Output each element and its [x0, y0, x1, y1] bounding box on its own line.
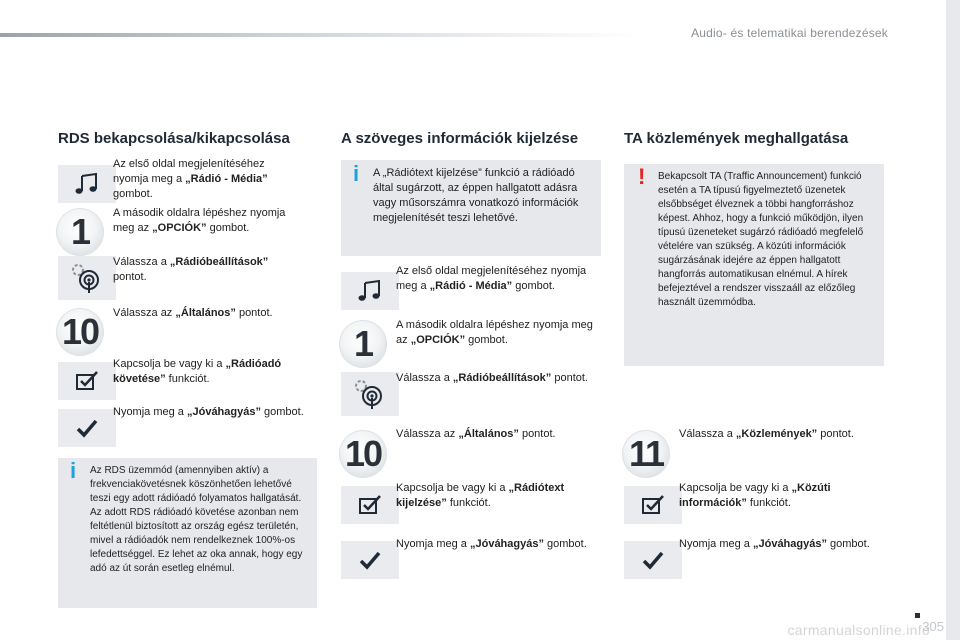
step-number-1: 1	[56, 208, 104, 256]
header-bar	[0, 33, 640, 37]
confirm-icon-box	[341, 541, 399, 579]
col2-step3-text: Válassza a „Rádióbeállítások” pontot.	[396, 372, 588, 384]
info-icon: i	[70, 458, 77, 483]
page-edge-strip	[946, 0, 960, 640]
col1-step1-text: Az első oldal megjelenítéséhez nyomja meg a „Rádió - Média” gombot.	[113, 158, 268, 200]
step-number-1: 1	[339, 320, 387, 368]
radio-settings-icon	[350, 376, 390, 412]
step-number-10: 10	[56, 308, 104, 356]
col3-step1-text: Válassza a „Közlemények” pontot.	[679, 428, 854, 440]
watermark: carmanualsonline.info	[787, 622, 930, 638]
radio-settings-icon-box	[341, 372, 399, 416]
toggle-icon-box	[341, 486, 399, 524]
col1-info-note: i Az RDS üzemmód (amennyiben aktív) a frekvenciakövetésnek köszönhetően lehetővé teszi egy adott rádióadó folyamatos hallgatását. Az adott RDS rádióadó követése azonban nem feltétlenül biztosított az ország egész területén, mivel a rádióadók nem rendelkeznek 100%-os lefedettséggel. Ez lehet az oka annak, hogy egy adó az út során esetleg elnémul.	[58, 458, 317, 608]
col2-info-note: i A „Rádiótext kijelzése” funkció a rádióadó által sugárzott, az éppen hallgatott adásra vagy műsorszámra vonatkozó információk megjelenítését teszi lehetővé.	[341, 160, 601, 256]
col2-step4-text: Válassza az „Általános” pontot.	[396, 428, 556, 440]
checkbox-toggle-icon	[357, 494, 383, 516]
col1-step3-text: Válassza a „Rádióbeállítások” pontot.	[113, 256, 269, 283]
col1-step6-text: Nyomja meg a „Jóváhagyás” gombot.	[113, 406, 304, 418]
confirm-icon-box	[624, 541, 682, 579]
warning-icon: !	[638, 164, 646, 189]
checkbox-toggle-icon	[74, 370, 100, 392]
col1-step4-text: Válassza az „Általános” pontot.	[113, 307, 273, 319]
step-number-10: 10	[339, 430, 387, 478]
page-number: 305	[922, 619, 944, 634]
checkmark-icon	[358, 550, 382, 570]
music-icon-box	[58, 165, 116, 203]
col2-step5-text: Kapcsolja be vagy ki a „Rádiótext kijelzése” funkciót.	[396, 482, 565, 509]
checkbox-toggle-icon	[640, 494, 666, 516]
col3-step2-text: Kapcsolja be vagy ki a „Közúti információk” funkciót.	[679, 482, 831, 509]
col3-step3-text: Nyomja meg a „Jóváhagyás” gombot.	[679, 538, 870, 550]
radio-settings-icon	[67, 260, 107, 296]
col2-step1-text: Az első oldal megjelenítéséhez nyomja meg a „Rádió - Média” gombot.	[396, 265, 587, 292]
music-note-icon	[357, 279, 383, 303]
col1-step2-text: A második oldalra lépéshez nyomja meg az „OPCIÓK” gombot.	[113, 207, 286, 234]
page-marker	[915, 613, 920, 618]
col2-step2-text: A második oldalra lépéshez nyomja meg az „OPCIÓK” gombot.	[396, 319, 593, 346]
toggle-icon-box	[58, 362, 116, 400]
music-icon-box	[341, 272, 399, 310]
col3-warning-note: ! Bekapcsolt TA (Traffic Announcement) funkció esetén a TA típusú figyelmeztető üzenetek elsőbbséget élveznek a többi hangforráshoz képest. Ahhoz, hogy a funkció működjön, ilyen típusú üzeneteket sugárzó rádióadó megfelelő vételére van szükség. A közúti információk sugárzásának idejére az éppen hallgatott hangforrás automatikusan elnémul. A hírek befejeztével a rendszer visszaáll az előzőleg használt üzemmódba.	[624, 164, 884, 366]
info-icon: i	[353, 161, 360, 186]
confirm-icon-box	[58, 409, 116, 447]
section-header: Audio- és telematikai berendezések	[691, 26, 888, 40]
radio-settings-icon-box	[58, 256, 116, 300]
music-note-icon	[74, 172, 100, 196]
col1-title: RDS bekapcsolása/kikapcsolása	[58, 130, 290, 147]
toggle-icon-box	[624, 486, 682, 524]
checkmark-icon	[641, 550, 665, 570]
col2-title: A szöveges információk kijelzése	[341, 130, 579, 147]
col3-title: TA közlemények meghallgatása	[624, 130, 849, 147]
col1-step5-text: Kapcsolja be vagy ki a „Rádióadó követése” funkciót.	[113, 358, 282, 385]
step-number-11: 11	[622, 430, 670, 478]
col2-step6-text: Nyomja meg a „Jóváhagyás” gombot.	[396, 538, 587, 550]
checkmark-icon	[75, 418, 99, 438]
